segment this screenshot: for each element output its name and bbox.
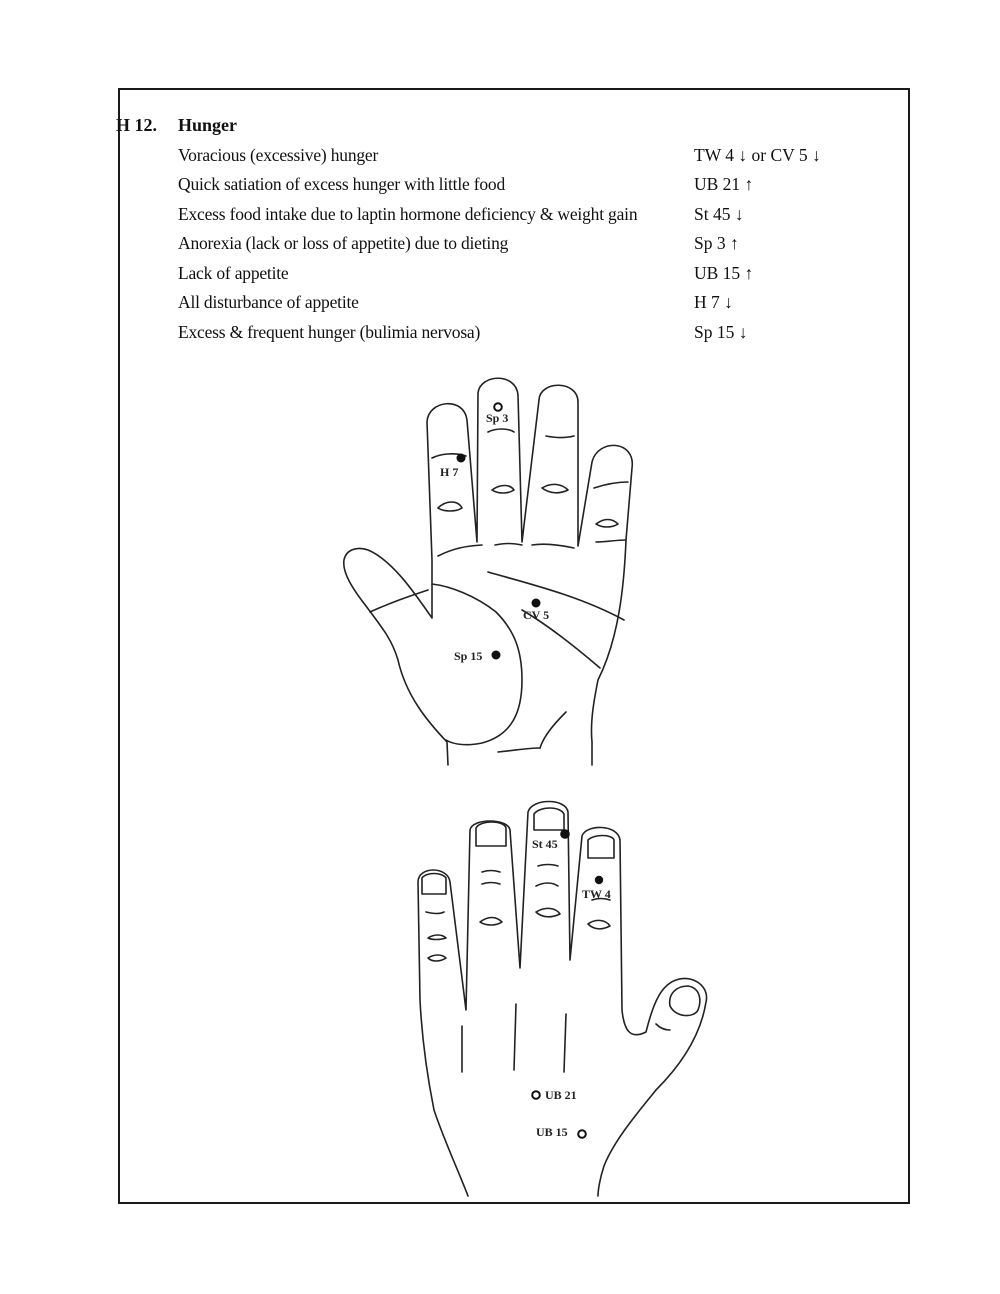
condition-text: Quick satiation of excess hunger with little food — [178, 174, 505, 194]
condition-text: Anorexia (lack or loss of appetite) due to dieting — [178, 233, 509, 253]
st45-label: St 45 — [532, 837, 558, 851]
ub21-label: UB 21 — [545, 1088, 577, 1102]
section-title: Hunger — [178, 115, 238, 135]
sp15-label: Sp 15 — [454, 649, 483, 663]
section-code: H 12. — [116, 115, 158, 135]
fingernail — [422, 874, 446, 895]
point-text: UB 21 ↑ — [694, 174, 754, 194]
condition-text: Voracious (excessive) hunger — [178, 145, 379, 165]
ub15-label: UB 15 — [536, 1125, 568, 1139]
tw4-point — [595, 876, 603, 884]
st45-point — [560, 829, 570, 839]
sp3-label: Sp 3 — [486, 411, 509, 425]
ub21-point — [532, 1091, 540, 1099]
point-text: TW 4 ↓ or CV 5 ↓ — [694, 145, 821, 165]
point-text: Sp 3 ↑ — [694, 233, 739, 253]
point-text: H 7 ↓ — [694, 292, 733, 312]
point-text: UB 15 ↑ — [694, 263, 754, 283]
ub15-point — [578, 1130, 586, 1138]
condition-text: Excess & frequent hunger (bulimia nervosa) — [178, 322, 481, 342]
point-text: Sp 15 ↓ — [694, 322, 748, 342]
condition-text: All disturbance of appetite — [178, 292, 359, 312]
cv5-label: CV 5 — [523, 608, 550, 622]
point-text: St 45 ↓ — [694, 204, 744, 224]
h7-label: H 7 — [440, 465, 459, 479]
tw4-label: TW 4 — [582, 887, 611, 901]
condition-text: Lack of appetite — [178, 263, 289, 283]
condition-text: Excess food intake due to laptin hormone deficiency & weight gain — [178, 204, 638, 224]
